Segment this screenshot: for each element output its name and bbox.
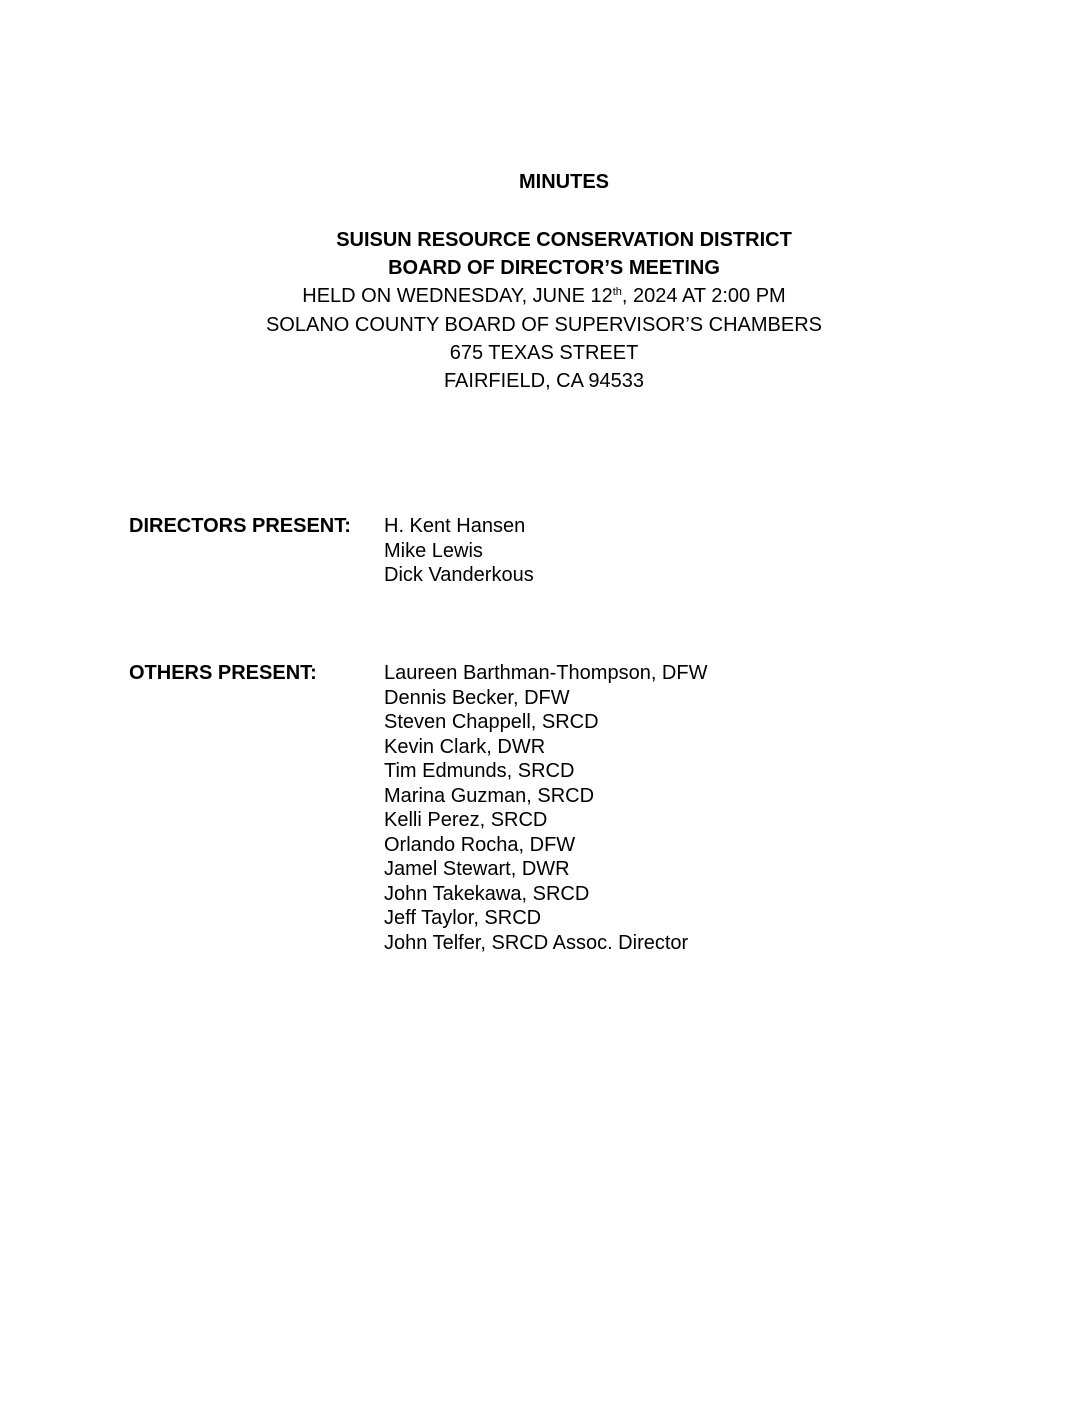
others-present-list bbox=[384, 661, 707, 955]
list-item: Jamel Stewart, DWR bbox=[384, 858, 570, 880]
list-item: John Telfer, SRCD Assoc. Director bbox=[384, 931, 689, 954]
list-item: Orlando Rocha, DFW bbox=[384, 833, 576, 856]
others-present-label: OTHERS PRESENT: bbox=[129, 662, 317, 684]
meeting-date-ordinal: th bbox=[612, 286, 622, 299]
list-item: Mike Lewis bbox=[384, 539, 483, 562]
list-item: Dick Vanderkous bbox=[384, 564, 534, 586]
meeting-name: BOARD OF DIRECTOR’S MEETING bbox=[388, 257, 720, 280]
list-item: H. Kent Hansen bbox=[384, 515, 526, 537]
meeting-city: FAIRFIELD, CA 94533 bbox=[443, 370, 645, 393]
meeting-address: 675 TEXAS STREET bbox=[449, 341, 639, 364]
list-item: Kevin Clark, DWR bbox=[384, 735, 546, 758]
list-item: Jeff Taylor, SRCD bbox=[384, 907, 542, 929]
meeting-date bbox=[0, 282, 1088, 310]
organization-name: SUISUN RESOURCE CONSERVATION DISTRICT bbox=[336, 229, 792, 251]
meeting-date-suffix: , 2024 AT 2:00 PM bbox=[621, 285, 786, 308]
meeting-location: SOLANO COUNTY BOARD OF SUPERVISOR’S CHAMBERS bbox=[265, 313, 823, 336]
directors-present-label: DIRECTORS PRESENT: bbox=[129, 515, 351, 537]
list-item: John Takekawa, SRCD bbox=[384, 882, 590, 905]
list-item: Dennis Becker, DFW bbox=[384, 686, 570, 709]
list-item: Kelli Perez, SRCD bbox=[384, 809, 548, 831]
directors-present-list bbox=[384, 514, 534, 588]
list-item: Steven Chappell, SRCD bbox=[384, 711, 599, 733]
document-title: MINUTES bbox=[519, 171, 609, 193]
list-item: Marina Guzman, SRCD bbox=[384, 784, 595, 807]
meeting-date-prefix: HELD ON WEDNESDAY, JUNE 12 bbox=[302, 285, 613, 308]
list-item: Laureen Barthman-Thompson, DFW bbox=[384, 662, 708, 684]
meeting-header bbox=[0, 226, 1088, 395]
list-item: Tim Edmunds, SRCD bbox=[384, 760, 575, 782]
